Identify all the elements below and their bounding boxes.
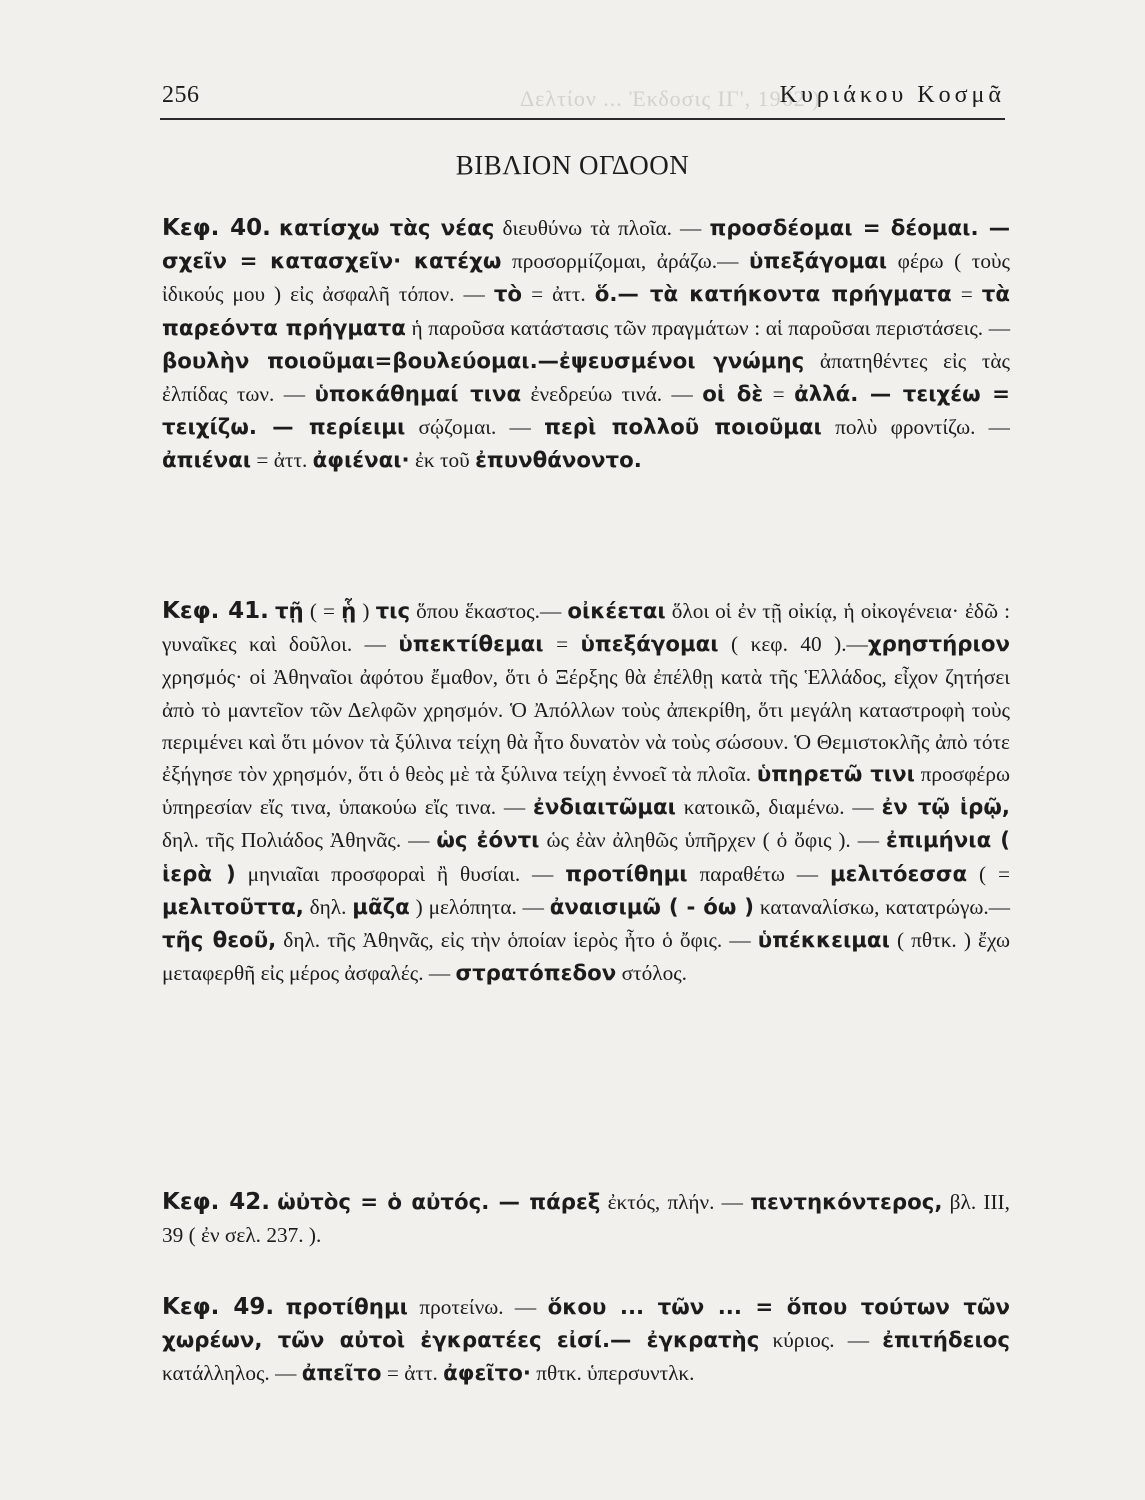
gloss-text: [162, 1190, 1010, 1247]
page-header: [162, 82, 1005, 109]
headword: ἀφιέναι·: [312, 448, 410, 474]
gloss: ἡ παροῦσα κατάστασις τῶν πραγμάτων : αἱ παροῦσαι περιστάσεις. —: [405, 315, 1010, 340]
headword: οἱ δὲ: [702, 382, 764, 408]
headword: τῇ: [274, 599, 304, 624]
headword: ὑπέκκειμαι: [757, 928, 890, 954]
headword: οἰκέεται: [567, 599, 666, 624]
gloss: πολὺ φροντίζω. —: [821, 415, 1010, 440]
gloss: δηλ. τῆς Πολιάδος Ἀθηνᾶς. —: [162, 828, 437, 853]
gloss: =: [543, 632, 581, 657]
chapter-42-glossary: [162, 1186, 1010, 1251]
headword: ἀπεῖτο: [301, 1361, 382, 1387]
headword: ὅκου ... τῶν ... = ὅπου τούτων τῶν χωρέων, τῶν αὐτοὶ ἐγκρατέες εἰσί.— ἐγκρατὴς: [162, 1295, 1011, 1354]
gloss: ( =: [303, 599, 342, 623]
gloss: διευθύνω τὰ πλοῖα. —: [494, 216, 710, 240]
gloss: ( πθτκ. ) ἔχω μεταφερθῆ εἰς μέρος ἀσφαλές. —: [162, 928, 1010, 986]
headword: πεντηκόντερος,: [750, 1190, 943, 1215]
gloss: ( =: [967, 861, 1010, 886]
headword: ἀναισιμῶ ( - όω ): [549, 894, 755, 920]
headword: ὑπεξάγομαι: [580, 632, 719, 658]
gloss: προσορμίζομαι, ἀράζω.—: [501, 249, 750, 274]
headword: προτίθημι: [565, 861, 688, 887]
page-number: 256: [162, 82, 200, 108]
chapter-41-glossary: [162, 595, 1010, 990]
headword: ὡς ἐόντι: [436, 828, 540, 854]
gloss: κύριος. —: [759, 1328, 883, 1353]
gloss: [274, 1295, 285, 1319]
section-paragraph: [162, 212, 1010, 478]
book-title: ΒΙΒΛΙΟΝ ΟΓΔΟΟΝ: [455, 150, 690, 180]
gloss: κατάλληλος. —: [162, 1361, 302, 1386]
headword: προσδέομαι = δέομαι. — σχεῖν = κατασχεῖν· κατέχω: [162, 216, 1011, 275]
running-head: Κυριάκου Κοσμᾶ: [779, 82, 1005, 108]
gloss: =: [763, 382, 795, 407]
gloss: =: [951, 282, 982, 307]
gloss: μηνιαῖαι προσφοραὶ ἢ θυσίαι. —: [235, 861, 566, 886]
gloss: δηλ. τῆς Ἀθηνᾶς, εἰς τὴν ὁποίαν ἱερὸς ἦτο ὁ ὄφις. —: [276, 928, 758, 953]
gloss: φέρω ( τοὺς ἰδικούς μου ) εἰς ἀσφαλῆ τόπον. —: [162, 249, 1010, 307]
gloss: πθτκ. ὑπερσυντλκ.: [530, 1361, 695, 1386]
section-paragraph: [162, 1291, 1010, 1391]
headword: τὰ παρεόντα πρήγματα: [162, 282, 1010, 341]
gloss: = ἀττ.: [522, 282, 595, 307]
gloss: ἐκτός, πλήν. —: [600, 1190, 751, 1214]
chapter-label: Κεφ. 40.: [162, 215, 271, 241]
headword: μελιτόεσσα: [829, 861, 968, 887]
gloss: βλ. III, 39 ( ἐν σελ. 237. ).: [162, 1190, 1010, 1248]
headword: ἀφεῖτο·: [443, 1361, 531, 1387]
gloss: = ἀττ.: [381, 1361, 444, 1386]
headword: ὑπεκτίθεμαι: [398, 632, 544, 658]
chapter-label: Κεφ. 42.: [162, 1189, 270, 1215]
headword: ἐπιτήδειος: [882, 1328, 1010, 1354]
gloss: ( κεφ. 40 ).—: [718, 632, 868, 657]
gloss: ὅπου ἕκαστος.—: [410, 599, 568, 623]
gloss: ἀπατηθέντες εἰς τὰς ἐλπίδας των. —: [162, 348, 1010, 407]
headword: βουλὴν ποιοῦμαι=βουλεύομαι.—ἐψευσμένοι γνώμης: [162, 348, 805, 374]
headword: χρηστήριον: [867, 632, 1010, 658]
gloss: κατοικῶ, διαμένω. —: [675, 795, 882, 820]
headword: στρατόπεδον: [455, 961, 617, 987]
gloss: στόλος.: [616, 961, 687, 986]
gloss-text: [162, 216, 1010, 472]
chapter-40-glossary: [162, 212, 1010, 478]
headword: ἐν τῷ ἱρῷ,: [881, 795, 1011, 821]
gloss: [271, 216, 279, 240]
headword: ἀπιέναι: [162, 448, 252, 474]
gloss: = ἀττ.: [251, 448, 313, 473]
headword: ὡὐτὸς = ὁ αὐτός. — πάρεξ: [277, 1190, 601, 1215]
headword: ὑπηρετῶ τινι: [756, 762, 915, 788]
headword: τὸ: [493, 282, 523, 308]
gloss: καταναλίσκω, κατατρώγω.—: [754, 894, 1010, 919]
headword: περὶ πολλοῦ ποιοῦμαι: [544, 415, 822, 441]
gloss: δηλ.: [303, 894, 353, 919]
headword: ᾗ: [341, 599, 357, 624]
headword: μᾶζα: [352, 894, 410, 920]
gloss: προσφέρω ὑπηρεσίαν εἴς τινα, ὑπακούω εἴς τινα. —: [162, 762, 1011, 820]
gloss-text: [162, 1295, 1010, 1385]
headword: ἀλλά. — τειχέω = τειχίζω. — περίειμι: [162, 382, 1010, 441]
gloss-text: [162, 599, 1010, 985]
headword: ἐπιμήνια ( ἱερὰ ): [162, 828, 1011, 887]
gloss: προτείνω. —: [407, 1295, 548, 1319]
chapter-label: Κεφ. 49.: [162, 1294, 275, 1320]
headword: κατίσχω τὰς νέας: [279, 216, 495, 241]
gloss: σῴζομαι. —: [405, 415, 545, 440]
chapter-49-glossary: [162, 1291, 1010, 1391]
gloss: ἐνεδρεύω τινά. —: [521, 382, 703, 407]
gloss: ): [356, 599, 376, 623]
headword: τῆς θεοῦ,: [162, 928, 277, 954]
headword: προτίθημι: [285, 1295, 408, 1320]
headword: τις: [375, 599, 411, 624]
section-paragraph: [162, 595, 1010, 990]
gloss: παραθέτω —: [687, 861, 830, 886]
headword: ἐπυνθάνοντο.: [475, 448, 642, 474]
headword: ὅ.— τὰ κατήκοντα πρήγματα: [594, 282, 952, 308]
header-rule: [160, 118, 1005, 120]
gloss: ὅλοι οἱ ἐν τῇ οἰκίᾳ, ἡ οἰκογένεια· ἐδῶ : γυναῖκες καὶ δοῦλοι. —: [162, 599, 1010, 657]
gloss: χρησμός· οἱ Ἀθηναῖοι ἀφότου ἔμαθον, ὅτι ὁ Ξέρξης θὰ ἐπέλθῃ κατὰ τῆς Ἑλλάδος, εἶχον ζητήσει ἀπὸ τὸ μαντεῖον τῶν Δελφῶν χρησμόν. Ὁ Ἀπόλλων τοὺς ἀπεκρίθη, ὅτι μεγάλη καταστροφὴ τοὺς περιμένει καὶ ὅτι μόνον τὰ ξύλινα τείχη θὰ ἦτο δυνατὸν νὰ τοὺς σώσουν. Ὁ Θεμιστοκλῆς ἀπὸ τότε ἐξήγησε τὸν χρησμόν, ὅτι ὁ θεὸς μὲ τὰ ξύλινα τείχη ἐννοεῖ τὰ πλοῖα.: [162, 665, 1010, 787]
chapter-label: Κεφ. 41.: [162, 598, 269, 624]
gloss: ὡς ἐὰν ἀληθῶς ὑπῆρχεν ( ὁ ὄφις ). —: [539, 828, 886, 853]
bleed-through-text: Δελτίον ... Ἐκδοσις ΙΓ', 1962 ): [520, 86, 821, 111]
headword: μελιτοῦττα,: [162, 894, 304, 920]
headword: ὑπεξάγομαι: [749, 249, 888, 275]
headword: ὑποκάθημαί τινα: [314, 382, 522, 408]
gloss: ἐκ τοῦ: [409, 448, 476, 473]
headword: ἐνδιαιτῶμαι: [533, 795, 676, 821]
section-paragraph: [162, 1186, 1010, 1251]
gloss: ) μελόπητα. —: [409, 894, 550, 919]
